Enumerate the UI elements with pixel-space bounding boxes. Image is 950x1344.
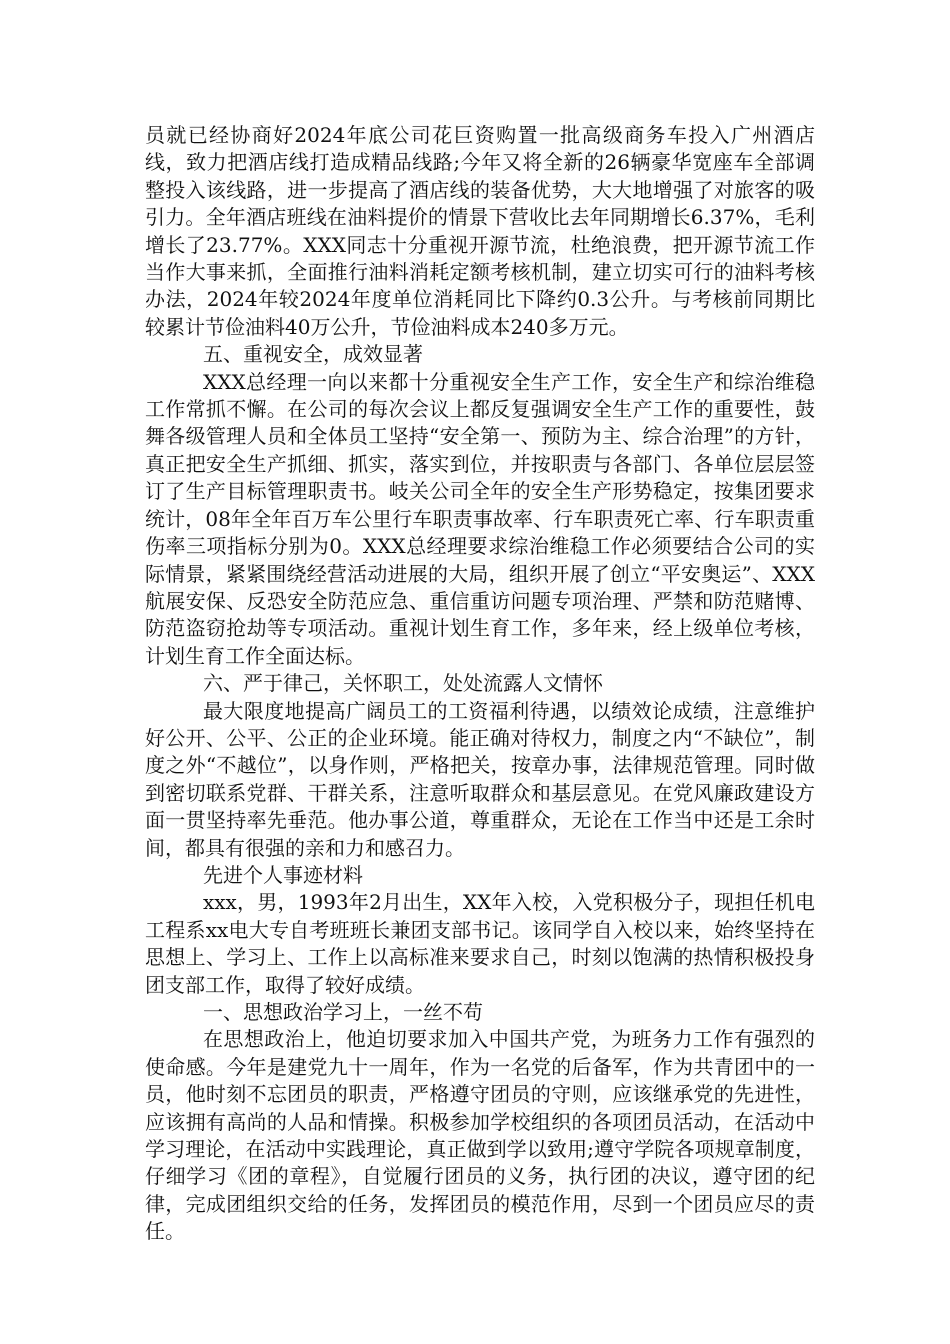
section-heading: 一、思想政治学习上，一丝不苟 [203, 1000, 483, 1024]
body-paragraph: xxx，男，1993年2月出生，XX年入校，入党积极分子，现担任机电工程系xx电大专自考班班长兼团支部书记。该同学自入校以来，始终坚持在思想上、学习上、工作上以高标准来要求自己，时刻以饱满的热情积极投身团支部工作，取得了较好成绩。 [145, 890, 815, 997]
body-paragraph: 员就已经协商好2024年底公司花巨资购置一批高级商务车投入广州酒店线，致力把酒店线打造成精品线路;今年又将全新的26辆豪华宽座车全部调整投入该线路，进一步提高了酒店线的装备优势，大大地增强了对旅客的吸引力。全年酒店班线在油料提价的情景下营收比去年同期增长6.37%，毛利增长了23.77%。XXX同志十分重视开源节流，杜绝浪费，把开源节流工作当作大事来抓，全面推行油料消耗定额考核机制，建立切实可行的油料考核办法，2024年较2024年度单位消耗同比下降约0.3公升。与考核前同期比较累计节俭油料40万公升，节俭油料成本240多万元。 [145, 123, 815, 339]
body-paragraph: 最大限度地提高广阔员工的工资福利待遇，以绩效论成绩，注意维护好公开、公平、公正的企业环境。能正确对待权力，制度之内“不缺位”，制度之外“不越位”，以身作则，严格把关，按章办事，法律规范管理。同时做到密切联系党群、干群关系，注意听取群众和基层意见。在党风廉政建设方面一贯坚持率先垂范。他办事公道，尊重群众，无论在工作当中还是工余时间，都具有很强的亲和力和感召力。 [145, 698, 815, 860]
body-paragraph: XXX总经理一向以来都十分重视安全生产工作，安全生产和综治维稳工作常抓不懈。在公司的每次会议上都反复强调安全生产工作的重要性，鼓舞各级管理人员和全体员工坚持“安全第一、预防为主、综合治理”的方针，真正把安全生产抓细、抓实，落实到位，并按职责与各部门、各单位层层签订了生产目标管理职责书。岐关公司全年的安全生产形势稳定，按集团要求统计，08年全年百万车公里行车职责事故率、行车职责死亡率、行车职责重伤率三项指标分别为0。XXX总经理要求综治维稳工作必须要结合公司的实际情景，紧紧围绕经营活动进展的大局，组织开展了创立“平安奥运”、XXX航展安保、反恐安全防范应急、重信重访问题专项治理、严禁和防范赌博、防范盗窃抢劫等专项活动。重视计划生育工作，多年来，经上级单位考核，计划生育工作全面达标。 [145, 369, 815, 668]
body-paragraph: 在思想政治上，他迫切要求加入中国共产党，为班务力工作有强烈的使命感。今年是建党九十一周年，作为一名党的后备军，作为共青团中的一员，他时刻不忘团员的职责，严格遵守团员的守则，应该继承党的先进性，应该拥有高尚的人品和情操。积极参加学校组织的各项团员活动，在活动中学习理论，在活动中实践理论，真正做到学以致用;遵守学院各项规章制度，仔细学习《团的章程》，自觉履行团员的义务，执行团的决议，遵守团的纪律，完成团组织交给的任务，发挥团员的模范作用，尽到一个团员应尽的责任。 [145, 1027, 815, 1244]
document-title: 先进个人事迹材料 [203, 862, 363, 887]
section-heading: 六、严于律己，关怀职工，处处流露人文情怀 [203, 671, 603, 696]
document-body [145, 122, 815, 1246]
section-heading: 五、重视安全，成效显著 [203, 342, 423, 367]
